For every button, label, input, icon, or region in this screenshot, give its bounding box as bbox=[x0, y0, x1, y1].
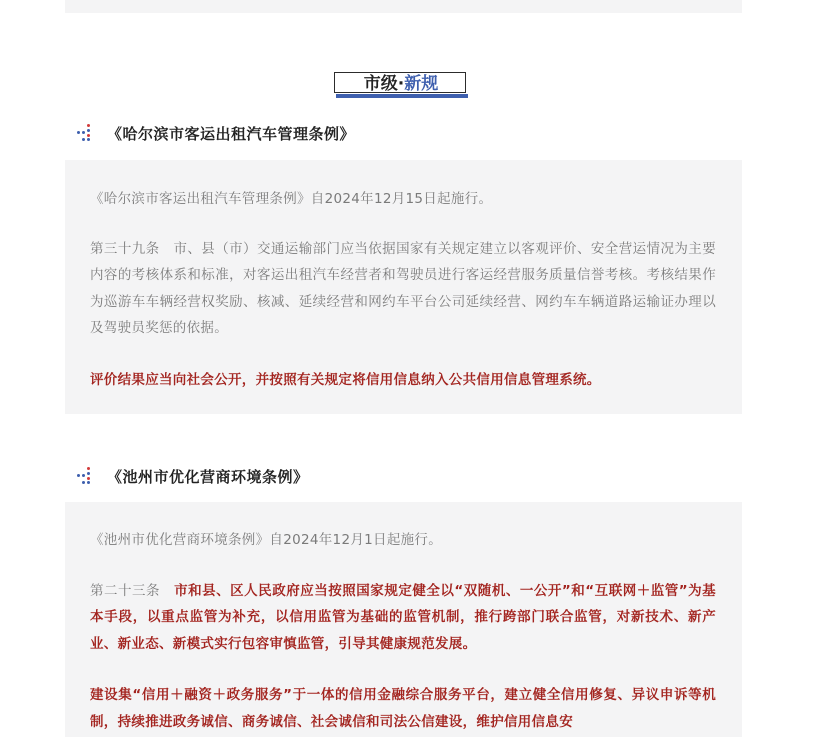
dots-icon bbox=[77, 124, 97, 142]
heading-underline bbox=[336, 94, 468, 98]
dots-icon bbox=[77, 467, 97, 485]
law-heading-harbin bbox=[77, 122, 355, 144]
section-title-prefix: 市级 bbox=[363, 74, 398, 94]
article-text bbox=[90, 578, 716, 658]
article-label: 第二十三条 bbox=[90, 582, 175, 599]
section-title bbox=[334, 74, 468, 94]
effective-date-text: 《哈尔滨市客运出租汽车管理条例》自2024年12月15日起施行。 bbox=[90, 191, 493, 207]
law-heading-chizhou bbox=[77, 465, 309, 487]
law-title: 《哈尔滨市客运出租汽车管理条例》 bbox=[107, 124, 356, 143]
effective-date-text: 《池州市优化营商环境条例》自2024年12月1日起施行。 bbox=[90, 532, 443, 548]
previous-content-box bbox=[65, 0, 742, 13]
article-text: 第三十九条 市、县（市）交通运输部门应当依据国家有关规定建立以客观评价、安全营运情况为主要内容的考核体系和标准，对客运出租汽车经营者和驾驶员进行客运经营服务质量信誉考核。考核结果作为巡游车车辆经营权奖励、核减、延续经营和网约车平台公司延续经营、网约车车辆道路运输证办理以及驾驶员奖惩的依据。 bbox=[90, 240, 716, 336]
article-highlight: 市和县、区人民政府应当按照国家规定健全以“双随机、一公开”和“互联网＋监管”为基本手段，以重点监管为补充，以信用监管为基础的监管机制，推行跨部门联合监管，对新技术、新产业、新业态、新模式实行包容审慎监管，引导其健康规范发展。 bbox=[90, 582, 716, 652]
law-content-box bbox=[65, 502, 742, 737]
law-title: 《池州市优化营商环境条例》 bbox=[107, 467, 309, 486]
section-heading bbox=[334, 72, 468, 98]
law-content-box bbox=[65, 160, 742, 414]
section-title-accent: 新规 bbox=[404, 74, 439, 94]
section-title-dot: · bbox=[397, 74, 405, 94]
highlight-text: 评价结果应当向社会公开，并按照有关规定将信用信息纳入公共信用信息管理系统。 bbox=[90, 371, 601, 388]
highlight-text: 建设集“信用＋融资＋政务服务”于一体的信用金融综合服务平台，建立健全信用修复、异议申诉等机制，持续推进政务诚信、商务诚信、社会诚信和司法公信建设，维护信用信息安 bbox=[90, 687, 716, 730]
